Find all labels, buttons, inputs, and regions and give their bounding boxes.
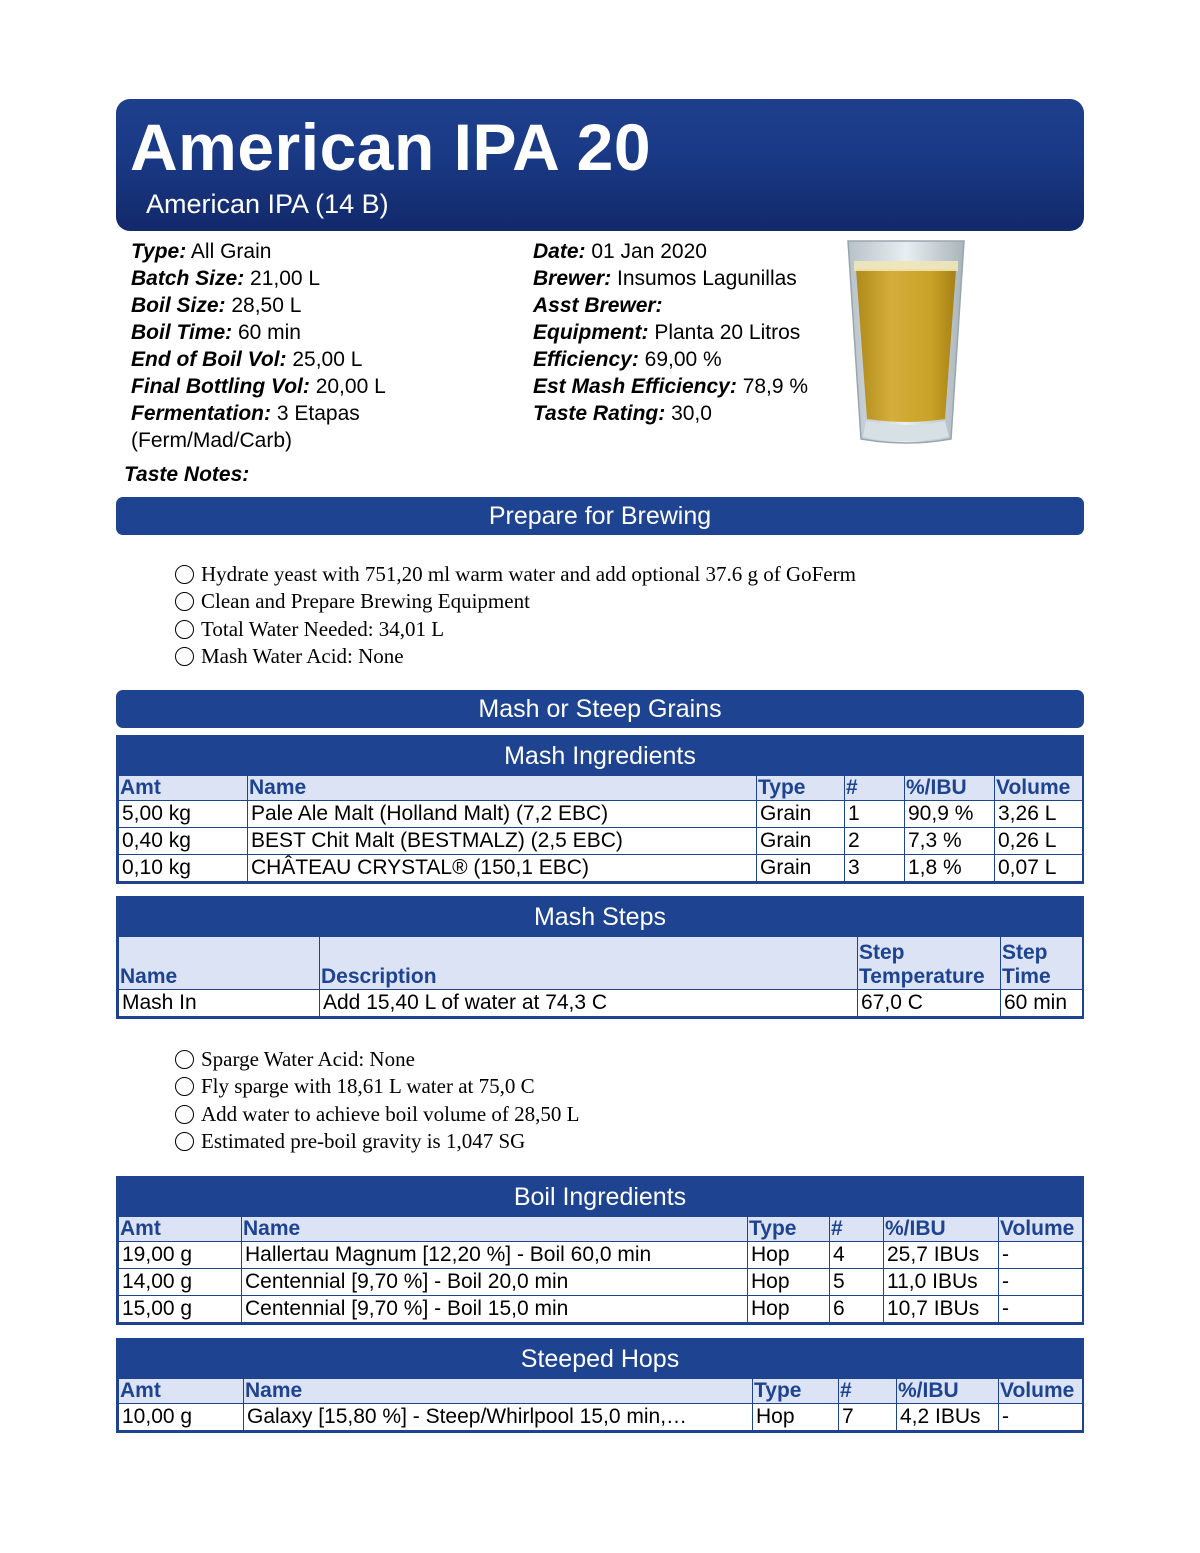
detail-row xyxy=(533,238,843,265)
detail-label: Boil Size: xyxy=(131,294,226,317)
mash-steps-title: Mash Steps xyxy=(118,898,1082,936)
cell-amt: 19,00 g xyxy=(119,1242,242,1269)
cell-type: Grain xyxy=(757,855,845,882)
col-header: Volume xyxy=(995,776,1083,801)
table-row xyxy=(119,990,1083,1017)
cell-number: 6 xyxy=(830,1296,884,1323)
col-header: Name xyxy=(248,776,757,801)
cell-volume: - xyxy=(999,1242,1083,1269)
checkbox-circle-icon[interactable] xyxy=(175,647,194,666)
prepare-checklist xyxy=(175,561,856,670)
detail-label: End of Boil Vol: xyxy=(131,348,287,371)
detail-label: Type: xyxy=(131,240,187,263)
cell-name: Pale Ale Malt (Holland Malt) (7,2 EBC) xyxy=(248,801,757,828)
table-row xyxy=(119,1296,1083,1323)
cell-name: Hallertau Magnum [12,20 %] - Boil 60,0 min xyxy=(242,1242,748,1269)
cell-type: Hop xyxy=(748,1269,830,1296)
col-header: Type xyxy=(748,1217,830,1242)
detail-row xyxy=(131,373,521,400)
table-row xyxy=(119,801,1083,828)
detail-value: Planta 20 Litros xyxy=(648,321,801,344)
steeped-hops-title: Steeped Hops xyxy=(118,1340,1082,1378)
col-header: Name xyxy=(244,1379,753,1404)
boil-ingredients-table xyxy=(116,1176,1084,1325)
table-row xyxy=(119,1269,1083,1296)
detail-row xyxy=(131,400,521,427)
details-left xyxy=(131,238,521,454)
checkbox-circle-icon[interactable] xyxy=(175,1050,194,1069)
sparge-checklist xyxy=(175,1046,579,1155)
col-header: # xyxy=(845,776,905,801)
checklist-item[interactable] xyxy=(175,643,856,670)
checklist-item[interactable] xyxy=(175,561,856,588)
checkbox-circle-icon[interactable] xyxy=(175,1132,194,1151)
col-header: Name xyxy=(119,937,320,990)
detail-label: Fermentation: xyxy=(131,402,272,425)
cell-ibu: 4,2 IBUs xyxy=(897,1404,999,1431)
col-header: Description xyxy=(320,937,858,990)
col-header: # xyxy=(839,1379,897,1404)
col-header: Amt xyxy=(119,1217,242,1242)
table-row xyxy=(119,855,1083,882)
recipe-title: American IPA 20 xyxy=(130,110,652,184)
cell-type: Hop xyxy=(748,1242,830,1269)
table-row xyxy=(119,1242,1083,1269)
table-row xyxy=(119,828,1083,855)
cell-name: CHÂTEAU CRYSTAL® (150,1 EBC) xyxy=(248,855,757,882)
cell-step-name: Mash In xyxy=(119,990,320,1017)
details-right xyxy=(533,238,843,427)
cell-ibu: 10,7 IBUs xyxy=(884,1296,999,1323)
cell-volume: 0,07 L xyxy=(995,855,1083,882)
col-header: Step Time xyxy=(1001,937,1083,990)
cell-ibu: 11,0 IBUs xyxy=(884,1269,999,1296)
cell-amt: 0,40 kg xyxy=(119,828,248,855)
cell-number: 7 xyxy=(839,1404,897,1431)
detail-value: 69,00 % xyxy=(638,348,722,371)
detail-row xyxy=(533,400,843,427)
cell-percent: 1,8 % xyxy=(905,855,995,882)
cell-number: 3 xyxy=(845,855,905,882)
col-header: Type xyxy=(757,776,845,801)
checklist-text: Fly sparge with 18,61 L water at 75,0 C xyxy=(201,1074,535,1099)
detail-value: (Ferm/Mad/Carb) xyxy=(131,429,293,452)
detail-label: Equipment: xyxy=(533,321,649,344)
detail-value: 20,00 L xyxy=(309,375,386,398)
mash-steps-table xyxy=(116,896,1084,1019)
steeped-hops-table xyxy=(116,1338,1084,1433)
detail-label: Taste Rating: xyxy=(533,402,666,425)
cell-name: Centennial [9,70 %] - Boil 15,0 min xyxy=(242,1296,748,1323)
cell-volume: - xyxy=(999,1404,1083,1431)
checklist-item[interactable] xyxy=(175,1101,579,1128)
cell-type: Grain xyxy=(757,828,845,855)
checklist-text: Total Water Needed: 34,01 L xyxy=(201,616,445,641)
cell-ibu: 25,7 IBUs xyxy=(884,1242,999,1269)
col-header: Amt xyxy=(119,1379,244,1404)
cell-description: Add 15,40 L of water at 74,3 C xyxy=(320,990,858,1017)
cell-type: Grain xyxy=(757,801,845,828)
detail-label: Boil Time: xyxy=(131,321,233,344)
checklist-text: Sparge Water Acid: None xyxy=(201,1047,415,1071)
cell-type: Hop xyxy=(753,1404,839,1431)
recipe-banner xyxy=(116,99,1084,231)
detail-label: Batch Size: xyxy=(131,267,245,290)
checklist-item[interactable] xyxy=(175,616,856,643)
detail-row xyxy=(131,292,521,319)
detail-row xyxy=(131,238,521,265)
cell-number: 5 xyxy=(830,1269,884,1296)
detail-value: All Grain xyxy=(186,240,272,263)
checkbox-circle-icon[interactable] xyxy=(175,592,194,611)
cell-number: 1 xyxy=(845,801,905,828)
detail-value: 21,00 L xyxy=(244,267,321,290)
cell-time: 60 min xyxy=(1001,990,1083,1017)
mash-ingredients-title: Mash Ingredients xyxy=(118,737,1082,775)
detail-row xyxy=(131,346,521,373)
col-header: Volume xyxy=(999,1379,1083,1404)
checklist-text: Mash Water Acid: None xyxy=(201,643,404,668)
beer-glass-icon xyxy=(846,239,966,449)
cell-volume: - xyxy=(999,1296,1083,1323)
col-header: Name xyxy=(242,1217,748,1242)
col-header: %/IBU xyxy=(884,1217,999,1242)
detail-label: Final Bottling Vol: xyxy=(131,375,310,398)
cell-name: Galaxy [15,80 %] - Steep/Whirlpool 15,0 min,… xyxy=(244,1404,753,1431)
checklist-item[interactable] xyxy=(175,1128,579,1155)
checklist-item[interactable] xyxy=(175,588,856,615)
checkbox-circle-icon[interactable] xyxy=(175,1105,194,1124)
cell-amt: 14,00 g xyxy=(119,1269,242,1296)
detail-label: Est Mash Efficiency: xyxy=(533,375,737,398)
cell-number: 4 xyxy=(830,1242,884,1269)
detail-value: 28,50 L xyxy=(225,294,302,317)
cell-name: Centennial [9,70 %] - Boil 20,0 min xyxy=(242,1269,748,1296)
detail-row xyxy=(533,265,843,292)
detail-row xyxy=(131,265,521,292)
detail-row xyxy=(533,373,843,400)
detail-label: Date: xyxy=(533,240,586,263)
detail-value: 30,0 xyxy=(665,402,712,425)
cell-volume: 3,26 L xyxy=(995,801,1083,828)
checkbox-circle-icon[interactable] xyxy=(175,565,194,584)
cell-temperature: 67,0 C xyxy=(858,990,1001,1017)
detail-label: Brewer: xyxy=(533,267,612,290)
detail-row xyxy=(131,319,521,346)
cell-name: BEST Chit Malt (BESTMALZ) (2,5 EBC) xyxy=(248,828,757,855)
cell-percent: 90,9 % xyxy=(905,801,995,828)
detail-value: 78,9 % xyxy=(736,375,809,398)
col-header: Amt xyxy=(119,776,248,801)
table-row xyxy=(119,1404,1083,1431)
col-header: %/IBU xyxy=(897,1379,999,1404)
cell-amt: 15,00 g xyxy=(119,1296,242,1323)
mash-heading: Mash or Steep Grains xyxy=(116,690,1084,728)
checklist-text: Clean and Prepare Brewing Equipment xyxy=(201,589,530,614)
detail-row xyxy=(131,427,521,454)
detail-row xyxy=(533,319,843,346)
cell-type: Hop xyxy=(748,1296,830,1323)
recipe-style: American IPA (14 B) xyxy=(146,189,389,219)
col-header: # xyxy=(830,1217,884,1242)
boil-ingredients-title: Boil Ingredients xyxy=(118,1178,1082,1216)
detail-label: Efficiency: xyxy=(533,348,639,371)
detail-value: 60 min xyxy=(232,321,301,344)
cell-volume: - xyxy=(999,1269,1083,1296)
prepare-heading: Prepare for Brewing xyxy=(116,497,1084,535)
detail-row xyxy=(533,346,843,373)
cell-volume: 0,26 L xyxy=(995,828,1083,855)
detail-row xyxy=(533,292,843,319)
cell-amt: 0,10 kg xyxy=(119,855,248,882)
taste-notes-label: Taste Notes: xyxy=(124,463,250,486)
checklist-text: Estimated pre-boil gravity is 1,047 SG xyxy=(201,1128,526,1153)
cell-number: 2 xyxy=(845,828,905,855)
detail-label: Asst Brewer: xyxy=(533,294,663,317)
cell-amt: 10,00 g xyxy=(119,1404,244,1431)
checklist-item[interactable] xyxy=(175,1046,579,1073)
col-header: Type xyxy=(753,1379,839,1404)
detail-value: 01 Jan 2020 xyxy=(585,240,707,263)
col-header: Step Temperature xyxy=(858,937,1001,990)
col-header: Volume xyxy=(999,1217,1083,1242)
cell-amt: 5,00 kg xyxy=(119,801,248,828)
col-header: %/IBU xyxy=(905,776,995,801)
checkbox-circle-icon[interactable] xyxy=(175,1077,194,1096)
detail-value: 25,00 L xyxy=(286,348,363,371)
detail-value: Insumos Lagunillas xyxy=(611,267,797,290)
detail-value: 3 Etapas xyxy=(271,402,360,425)
checkbox-circle-icon[interactable] xyxy=(175,620,194,639)
checklist-text: Hydrate yeast with 751,20 ml warm water and add optional 37.6 g of GoFerm xyxy=(201,562,856,586)
checklist-text: Add water to achieve boil volume of 28,50 L xyxy=(201,1101,580,1126)
cell-percent: 7,3 % xyxy=(905,828,995,855)
mash-ingredients-table xyxy=(116,735,1084,884)
checklist-item[interactable] xyxy=(175,1073,579,1100)
